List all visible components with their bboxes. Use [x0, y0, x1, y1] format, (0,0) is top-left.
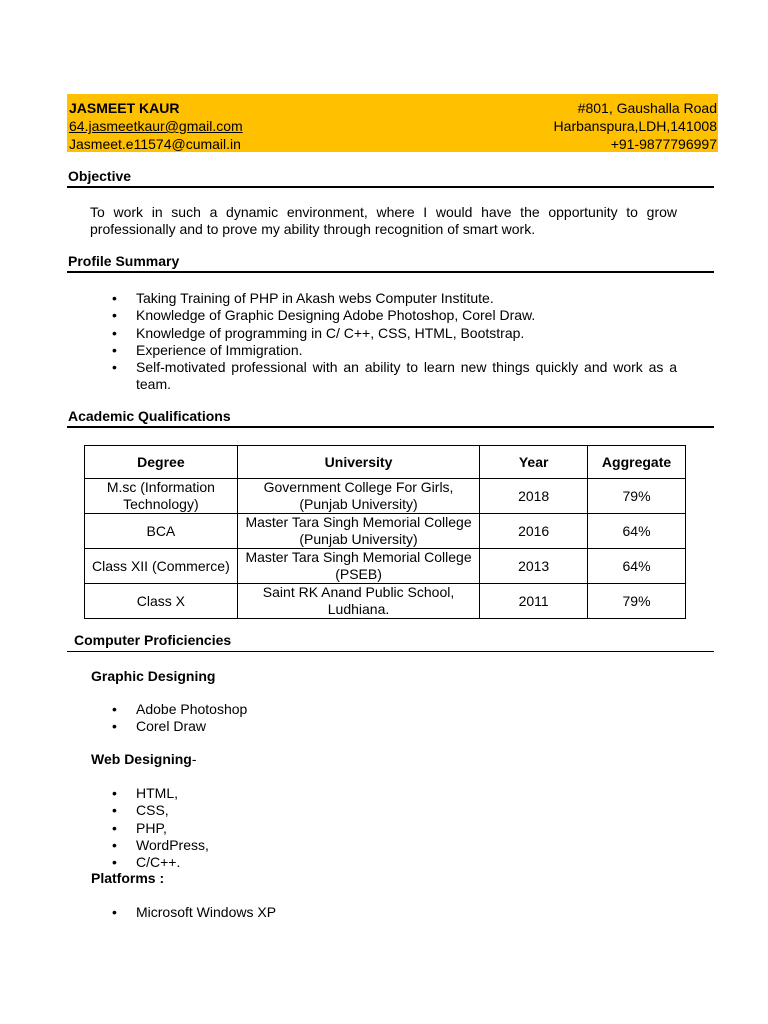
- profile-summary-list: [112, 290, 677, 394]
- computer-proficiencies-heading: Computer Proficiencies: [74, 632, 232, 648]
- web-designing-list: [112, 785, 512, 871]
- list-item: • CSS,: [112, 802, 169, 819]
- objective-rule: [67, 186, 714, 188]
- list-item: • Experience of Immigration.: [112, 341, 303, 358]
- list-item: • WordPress,: [112, 836, 209, 853]
- list-item: • Corel Draw: [112, 718, 207, 735]
- graphic-designing-heading: Graphic Designing: [91, 668, 216, 684]
- degree-cell: M.sc (Information Technology): [85, 479, 238, 514]
- university-cell: Master Tara Singh Memorial College (Punjab University): [237, 514, 480, 549]
- objective-heading: Objective: [68, 168, 132, 184]
- academic-heading: Academic Qualifications: [68, 408, 231, 424]
- university-cell: Saint RK Anand Public School, Ludhiana.: [237, 584, 480, 619]
- header-band: [67, 94, 718, 152]
- year-cell: 2018: [480, 479, 588, 514]
- list-item: • PHP,: [112, 819, 167, 836]
- bullet-icon: •: [112, 718, 117, 735]
- platforms-heading: Platforms :: [91, 870, 165, 886]
- list-item: • C/C++.: [112, 854, 181, 871]
- column-header-university: University: [237, 446, 480, 479]
- list-item: • HTML,: [112, 785, 178, 801]
- year-cell: 2013: [480, 549, 588, 584]
- degree-cell: Class X: [85, 584, 238, 619]
- degree-cell: Class XII (Commerce): [85, 549, 238, 584]
- address-line-1: #801, Gaushalla Road: [577, 100, 717, 116]
- column-header-year: Year: [480, 446, 588, 479]
- table-row: [85, 514, 686, 549]
- web-designing-heading: Web Designing-: [91, 751, 197, 767]
- platforms-list: [112, 904, 512, 921]
- bullet-icon: •: [112, 836, 117, 853]
- list-item: • Taking Training of PHP in Akash webs Computer Institute.: [112, 290, 494, 306]
- bullet-icon: •: [112, 307, 117, 324]
- column-header-degree: Degree: [85, 446, 238, 479]
- objective-text: To work in such a dynamic environment, where I would have the opportunity to grow professionally and to prove my ability through recognition of smart work.: [90, 204, 677, 237]
- list-item: • Knowledge of programming in C/ C++, CSS, HTML, Bootstrap.: [112, 324, 525, 341]
- profile-summary-rule: [67, 271, 714, 273]
- year-cell: 2016: [480, 514, 588, 549]
- aggregate-cell: 79%: [588, 584, 686, 619]
- bullet-icon: •: [112, 341, 117, 358]
- list-item: • Self-motivated professional with an ability to learn new things quickly and work as a team.: [112, 359, 677, 393]
- list-item: • Knowledge of Graphic Designing Adobe Photoshop, Corel Draw.: [112, 307, 536, 324]
- academic-table: [84, 445, 686, 619]
- table-row: [85, 549, 686, 584]
- bullet-icon: •: [112, 701, 117, 717]
- contact-left: [69, 99, 243, 153]
- university-cell: Government College For Girls, (Punjab University): [237, 479, 480, 514]
- aggregate-cell: 64%: [588, 514, 686, 549]
- bullet-icon: •: [112, 324, 117, 341]
- bullet-icon: •: [112, 819, 117, 836]
- email-primary[interactable]: 64.jasmeetkaur@gmail.com: [69, 118, 243, 134]
- candidate-name: JASMEET KAUR: [69, 100, 180, 116]
- table-row: [85, 479, 686, 514]
- table-row: [85, 584, 686, 619]
- table-header-row: [85, 446, 686, 479]
- profile-summary-heading: Profile Summary: [68, 253, 180, 269]
- academic-rule: [67, 426, 714, 428]
- phone-number: +91-9877796997: [610, 136, 717, 152]
- column-header-aggregate: Aggregate: [588, 446, 686, 479]
- bullet-icon: •: [112, 290, 117, 306]
- email-secondary: Jasmeet.e11574@cumail.in: [69, 136, 241, 152]
- address-line-2: Harbanspura,LDH,141008: [553, 118, 717, 134]
- list-item: • Adobe Photoshop: [112, 701, 248, 717]
- list-item: • Microsoft Windows XP: [112, 904, 277, 920]
- aggregate-cell: 79%: [588, 479, 686, 514]
- degree-cell: BCA: [85, 514, 238, 549]
- computer-proficiencies-rule: [67, 651, 714, 652]
- graphic-designing-list: [112, 701, 512, 736]
- contact-right: [554, 99, 717, 153]
- bullet-icon: •: [112, 854, 117, 871]
- bullet-icon: •: [112, 802, 117, 819]
- bullet-icon: •: [112, 904, 117, 920]
- university-cell: Master Tara Singh Memorial College (PSEB): [237, 549, 480, 584]
- year-cell: 2011: [480, 584, 588, 619]
- aggregate-cell: 64%: [588, 549, 686, 584]
- bullet-icon: •: [112, 785, 117, 801]
- bullet-icon: •: [112, 359, 117, 376]
